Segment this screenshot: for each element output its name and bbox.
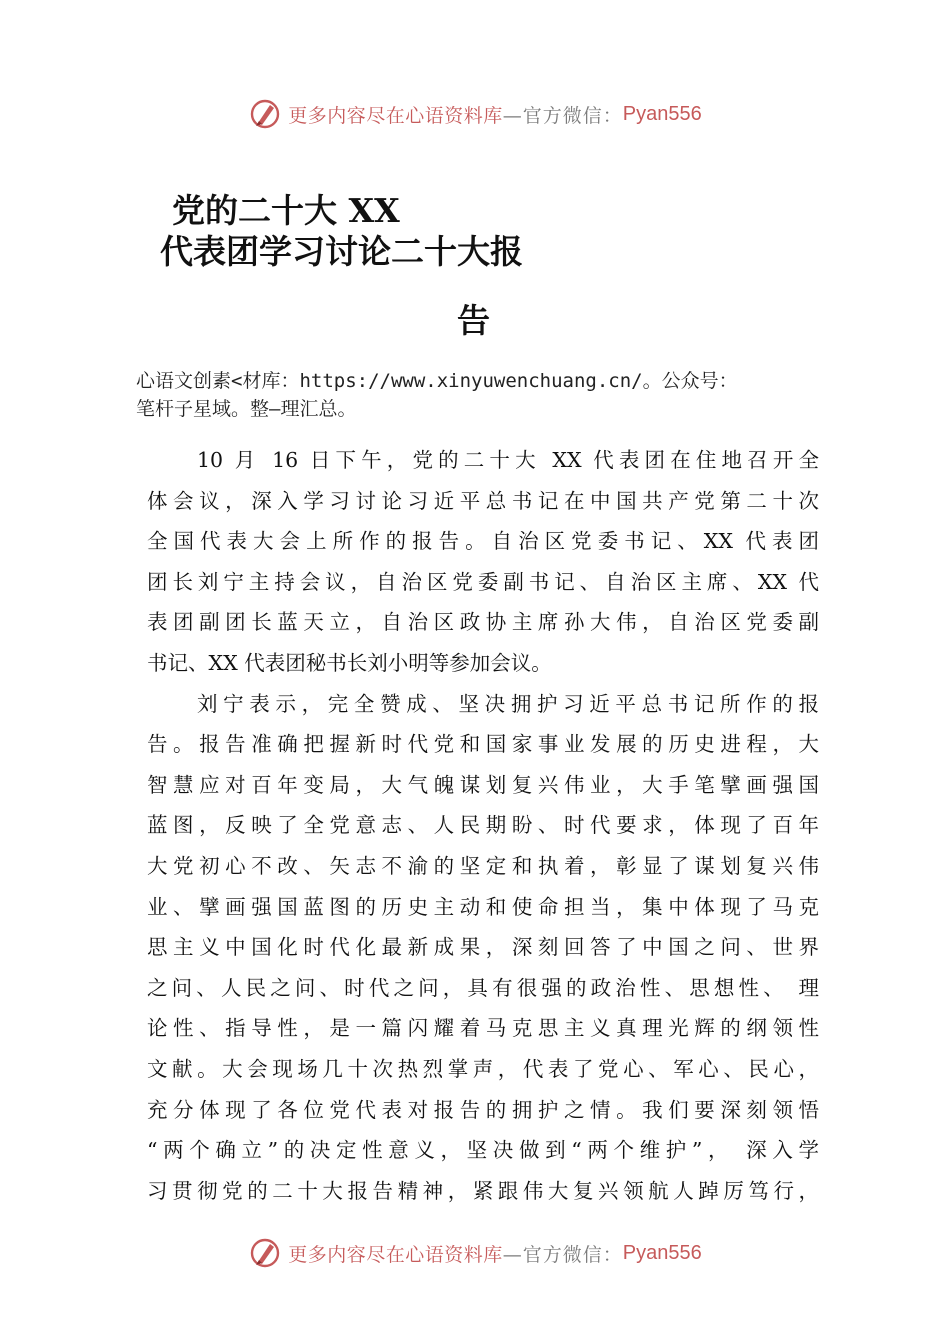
banner-site-text: 更多内容尽在心语资料库	[288, 1243, 503, 1266]
text-line: 蓝图，反映了全党意志、人民期盼、时代要求，体现了百年	[147, 813, 819, 838]
text-line: 体会议，深入学习讨论习近平总书记在中国共产党第二十次	[147, 488, 819, 513]
pen-nib-logo-icon	[248, 97, 282, 131]
text-line: 表团副团长蓝天立，自治区政协主席孙大伟，自治区党委副	[147, 610, 819, 635]
paragraph	[147, 684, 819, 1212]
source-note	[136, 367, 926, 423]
text-line: 充分体现了各位党代表对报告的拥护之情。我们要深刻领悟	[147, 1097, 819, 1122]
banner-wechat-label: —官方微信：	[502, 1243, 623, 1266]
document-title-line-1: 党的二十大 XX	[172, 191, 400, 230]
text-line: 业、擘画强国蓝图的历史主动和使命担当，集中体现了马克	[147, 894, 819, 919]
text-line: 10 月 16 日下午，党的二十大 XX 代表团在住地召开全	[197, 448, 819, 472]
text-line: 书记、XX 代表团秘书长刘小明等参加会议。	[147, 650, 552, 675]
text-line: 文献。大会现场几十次热烈掌声，代表了党心、军心、民心，	[147, 1056, 819, 1081]
header-banner	[0, 94, 950, 134]
footer-banner	[0, 1233, 950, 1273]
text-line: 告。报告准确把握新时代党和国家事业发展的历史进程，大	[147, 732, 819, 757]
document-title-line-3: 告	[457, 301, 490, 340]
document-body	[147, 440, 819, 1211]
paragraph	[147, 440, 819, 684]
text-line: 智慧应对百年变局，大气魄谋划复兴伟业，大手笔擘画强国	[147, 772, 819, 797]
pen-nib-logo-icon	[248, 1236, 282, 1270]
text-line: 大党初心不改、矢志不渝的坚定和执着，彰显了谋划复兴伟	[147, 853, 819, 878]
text-line: 全国代表大会上所作的报告。自治区党委书记、XX 代表团	[147, 529, 819, 554]
banner-site-text: 更多内容尽在心语资料库	[288, 104, 503, 127]
banner-wechat-id: Pyan556	[622, 102, 702, 125]
banner-wechat-id: Pyan556	[622, 1241, 702, 1264]
text-line: 之问、人民之问、时代之问，具有很强的政治性、思想性、 理	[147, 975, 819, 1000]
banner-wechat-label: —官方微信：	[502, 104, 623, 127]
source-note-line-1: 心语文创素<材库：https://www.xinyuwenchuang.cn/。公众号：	[136, 370, 738, 392]
text-line: 习贯彻党的二十大报告精神，紧跟伟大复兴领航人踔厉笃行，	[147, 1178, 819, 1203]
text-line: 论性、指导性，是一篇闪耀着马克思主义真理光辉的纲领性	[147, 1016, 819, 1041]
source-note-line-2: 笔杆子星域。整—理汇总。	[136, 398, 357, 420]
text-line: “两个确立”的决定性意义，坚决做到“两个维护”， 深入学	[147, 1138, 819, 1163]
text-line: 团长刘宁主持会议，自治区党委副书记、自治区主席、XX 代	[147, 569, 819, 594]
document-title-line-2: 代表团学习讨论二十大报	[160, 232, 523, 271]
text-line: 刘宁表示，完全赞成、坚决拥护习近平总书记所作的报	[197, 691, 819, 716]
text-line: 思主义中国化时代化最新成果，深刻回答了中国之问、世界	[147, 935, 819, 960]
